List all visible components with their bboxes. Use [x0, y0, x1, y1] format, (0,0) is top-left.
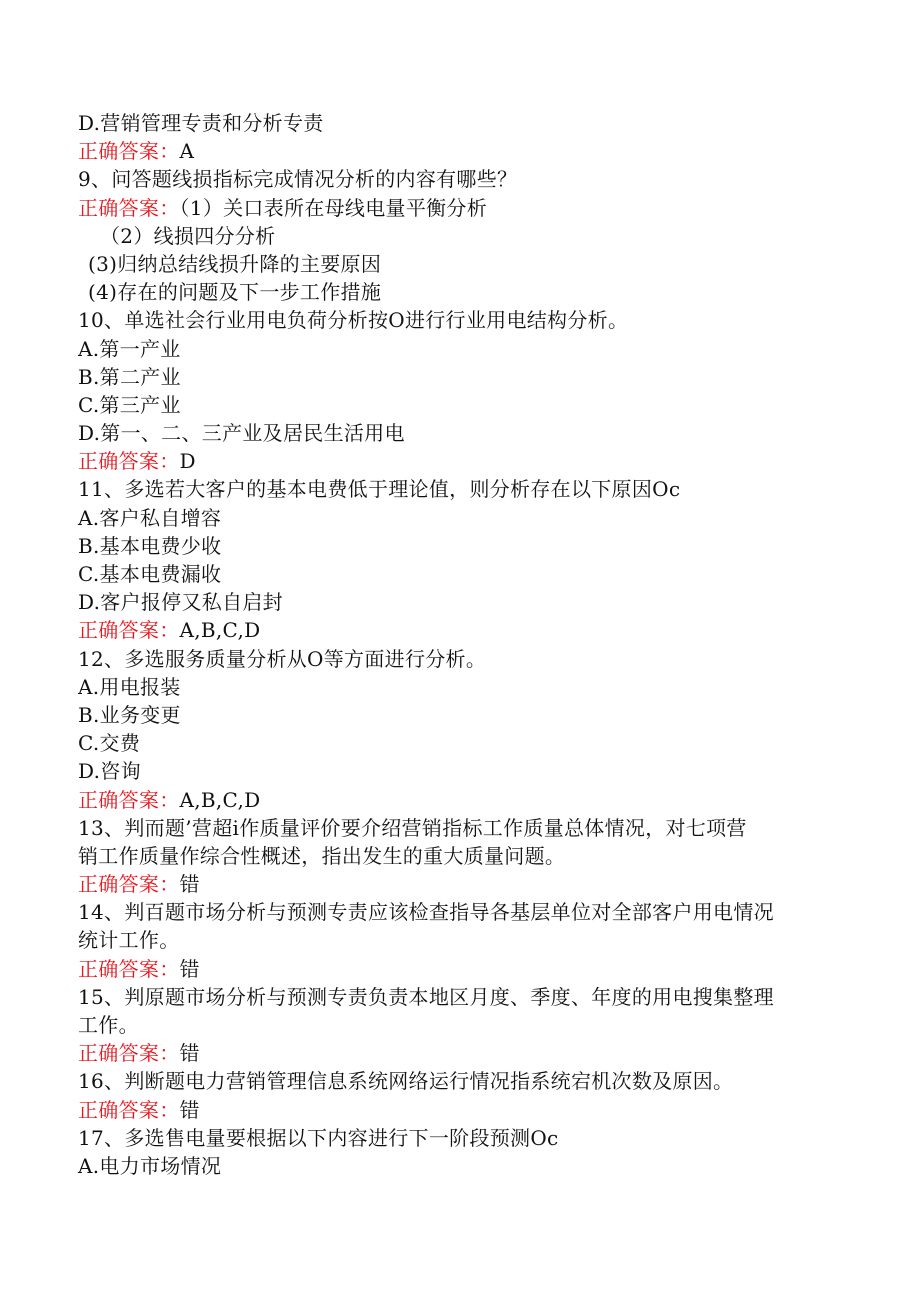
answer-line — [78, 955, 838, 983]
answer-label: 正确答案： — [78, 1041, 180, 1066]
text-line: B.业务变更 — [78, 702, 181, 727]
text-line: B.基本电费少收 — [78, 533, 222, 558]
text-line: (4)存在的问题及下一步工作措施 — [88, 280, 382, 305]
text-line: 10、单选社会行业用电负荷分析按O进行行业用电结构分析。 — [78, 308, 629, 333]
text-line: 统计工作。 — [78, 928, 180, 953]
answer-label: 正确答案： — [78, 449, 180, 474]
answer-line — [78, 786, 838, 814]
text-line: D.客户报停又私自启封 — [78, 590, 283, 615]
answer-label: 正确答案： — [78, 872, 180, 897]
text-line: 17、多选售电量要根据以下内容进行下一阶段预测Oc — [78, 1125, 559, 1150]
text-line: 9、问答题线损指标完成情况分析的内容有哪些？ — [78, 167, 518, 192]
text-line: 11、多选若大客户的基本电费低于理论值，则分析存在以下原因Oc — [78, 477, 681, 502]
text-line: A.第一产业 — [78, 336, 181, 361]
text-line: 12、多选服务质量分析从O等方面进行分析。 — [78, 646, 487, 671]
answer-label: 正确答案： — [78, 618, 180, 643]
text-line: 16、判断题电力营销管理信息系统网络运行情况指系统宕机次数及原因。 — [78, 1069, 734, 1094]
answer-value: A,B,C,D — [179, 787, 261, 812]
answer-value: 错 — [179, 1041, 200, 1066]
answer-value: A — [179, 139, 195, 164]
text-line: B.第二产业 — [78, 364, 181, 389]
text-line: 14、判百题市场分析与预测专责应该检查指导各基层单位对全部客户用电情况 — [78, 900, 774, 925]
answer-label: 正确答案： — [78, 787, 180, 812]
answer-value: （1）关口表所在母线电量平衡分析 — [179, 195, 488, 220]
text-line: C.第三产业 — [78, 392, 181, 417]
answer-line — [78, 137, 838, 165]
text-line: 13、判而题’营超i作质量评价要介绍营销指标工作质量总体情况，对七项营 — [78, 815, 747, 840]
answer-value: 错 — [179, 872, 200, 897]
text-line: D.营销管理专责和分析专责 — [78, 111, 324, 135]
text-line: (3)归纳总结线损升降的主要原因 — [88, 251, 382, 276]
text-line: A.客户私自增容 — [78, 505, 222, 530]
text-line: C.交费 — [78, 731, 141, 756]
answer-label: 正确答案： — [78, 139, 180, 164]
answer-line — [78, 616, 838, 644]
answer-label: 正确答案： — [78, 1097, 180, 1122]
text-line: D.第一、二、三产业及居民生活用电 — [78, 421, 405, 446]
text-line: 销工作质量作综合性概述，指出发生的重大质量问题。 — [78, 843, 566, 868]
text-line: 15、判原题市场分析与预测专责负责本地区月度、季度、年度的用电搜集整理 — [78, 984, 774, 1009]
answer-label: 正确答案： — [78, 195, 180, 220]
text-line: D.咨询 — [78, 759, 141, 784]
text-line: A.用电报装 — [78, 674, 181, 699]
answer-value: A,B,C,D — [179, 618, 261, 643]
answer-line — [78, 447, 838, 475]
answer-label: 正确答案： — [78, 956, 180, 981]
answer-line — [78, 194, 838, 222]
answer-line — [78, 870, 838, 898]
answer-value: 错 — [179, 956, 200, 981]
text-line: C.基本电费漏收 — [78, 562, 222, 586]
text-line: 工作。 — [78, 1013, 139, 1037]
text-line: （2）线损四分分析 — [100, 223, 276, 248]
document-page — [78, 109, 838, 1180]
answer-line — [78, 1039, 838, 1067]
text-line: A.电力市场情况 — [78, 1153, 222, 1178]
answer-value: D — [179, 449, 196, 474]
answer-line — [78, 1096, 838, 1124]
answer-value: 错 — [179, 1097, 200, 1122]
